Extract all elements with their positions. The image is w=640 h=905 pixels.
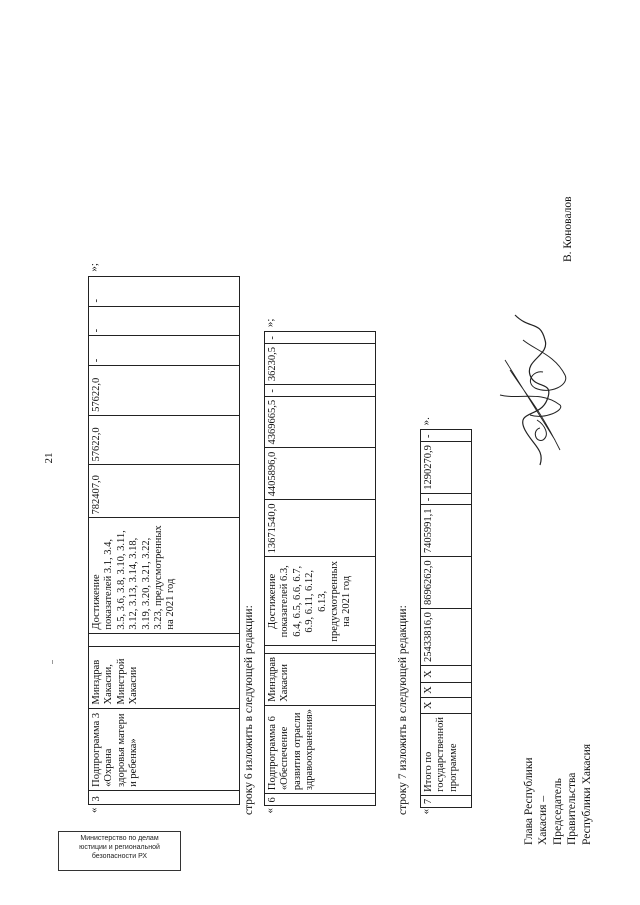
- executor: Минздрав Хакасии, Минстрой Хакасии: [89, 646, 240, 708]
- empty-cell: [89, 633, 240, 646]
- executor: Минздрав Хакасии: [265, 653, 376, 705]
- page-number: 21: [43, 452, 55, 464]
- value-6: -: [89, 276, 240, 306]
- value-2: 4405896,0: [265, 448, 376, 500]
- row-number: 6: [265, 794, 376, 806]
- quote-close: »;: [88, 263, 100, 272]
- row-3-block: [88, 263, 240, 815]
- row-7-table: [420, 429, 472, 808]
- value-6: -: [421, 430, 472, 442]
- indicator-text: Достижение показателей 3.1, 3.4, 3.5, 3.6, 3.8, 3.10, 3.11, 3.12, 3.13, 3.14, 3.18, 3.19, 3.20, 3.21, 3.22, 3.23, предусмотренных на 2021 год: [89, 518, 240, 633]
- value-3: 7405991,1: [421, 505, 472, 557]
- program-name: Подпрограмма 6 «Обеспечение развития отрасли здравоохранения»: [265, 705, 376, 793]
- indicator-text: Достижение показателей 6.3, 6.4, 6.5, 6.6, 6.7, 6.9, 6.11, 6.12, 6.13, предусмотренных на 2021 год: [265, 557, 376, 646]
- row-6-block: [264, 319, 376, 815]
- caption-row-7: строку 7 изложить в следующей редакции:: [397, 605, 409, 815]
- row-7-block: [420, 417, 472, 815]
- caption-row-6: строку 6 изложить в следующей редакции:: [243, 605, 255, 815]
- value-total: 13671540,0: [265, 500, 376, 557]
- value-total: 25433816,0: [421, 608, 472, 665]
- value-5: 1290270,9: [421, 441, 472, 493]
- stamp-line-1: Министерство по делам: [80, 835, 159, 842]
- registration-stamp: [58, 831, 181, 871]
- value-2: 57622,0: [89, 415, 240, 465]
- value-4: -: [89, 336, 240, 366]
- stamp-line-3: безопасности РХ: [91, 852, 148, 860]
- handwritten-signature: [485, 300, 575, 475]
- empty-cell: [265, 646, 376, 653]
- quote-open: «: [88, 807, 100, 813]
- value-4: -: [265, 385, 376, 396]
- quote-close: »;: [264, 318, 276, 328]
- indicator-text: X: [421, 665, 472, 682]
- signatory-name: В. Коновалов: [562, 196, 574, 262]
- row-6-table: [264, 331, 376, 806]
- stamp-line-2: юстиции и региональной: [79, 843, 160, 851]
- value-2: 8696262,0: [421, 557, 472, 609]
- row-number: 3: [89, 790, 240, 805]
- value-3: 4369665,5: [265, 396, 376, 448]
- value-5: -: [89, 306, 240, 336]
- x-cell: X: [421, 683, 472, 698]
- signatory-line-3: Республики Хакасия: [580, 743, 593, 845]
- value-3: 57622,0: [89, 366, 240, 416]
- value-6: -: [265, 332, 376, 344]
- quote-open: «: [420, 808, 432, 815]
- row-number: 7: [421, 795, 472, 807]
- margin-mark: [52, 660, 53, 664]
- program-name: Итого по государственной программе: [421, 713, 472, 795]
- value-total: 782407,0: [89, 465, 240, 518]
- executor: X: [421, 698, 472, 714]
- row-3-table: [88, 276, 240, 806]
- value-5: 36230,5: [265, 343, 376, 385]
- program-name: Подпрограмма 3 «Охрана здоровья матери и ребенка»: [89, 708, 240, 790]
- value-4: -: [421, 493, 472, 504]
- signatory-line-2: Председатель Правительства: [551, 772, 579, 845]
- signatory-line-1: Глава Республики Хакасия –: [523, 757, 550, 845]
- quote-close: ».: [420, 417, 432, 426]
- signatory-title: [522, 727, 594, 845]
- quote-open: «: [264, 807, 276, 814]
